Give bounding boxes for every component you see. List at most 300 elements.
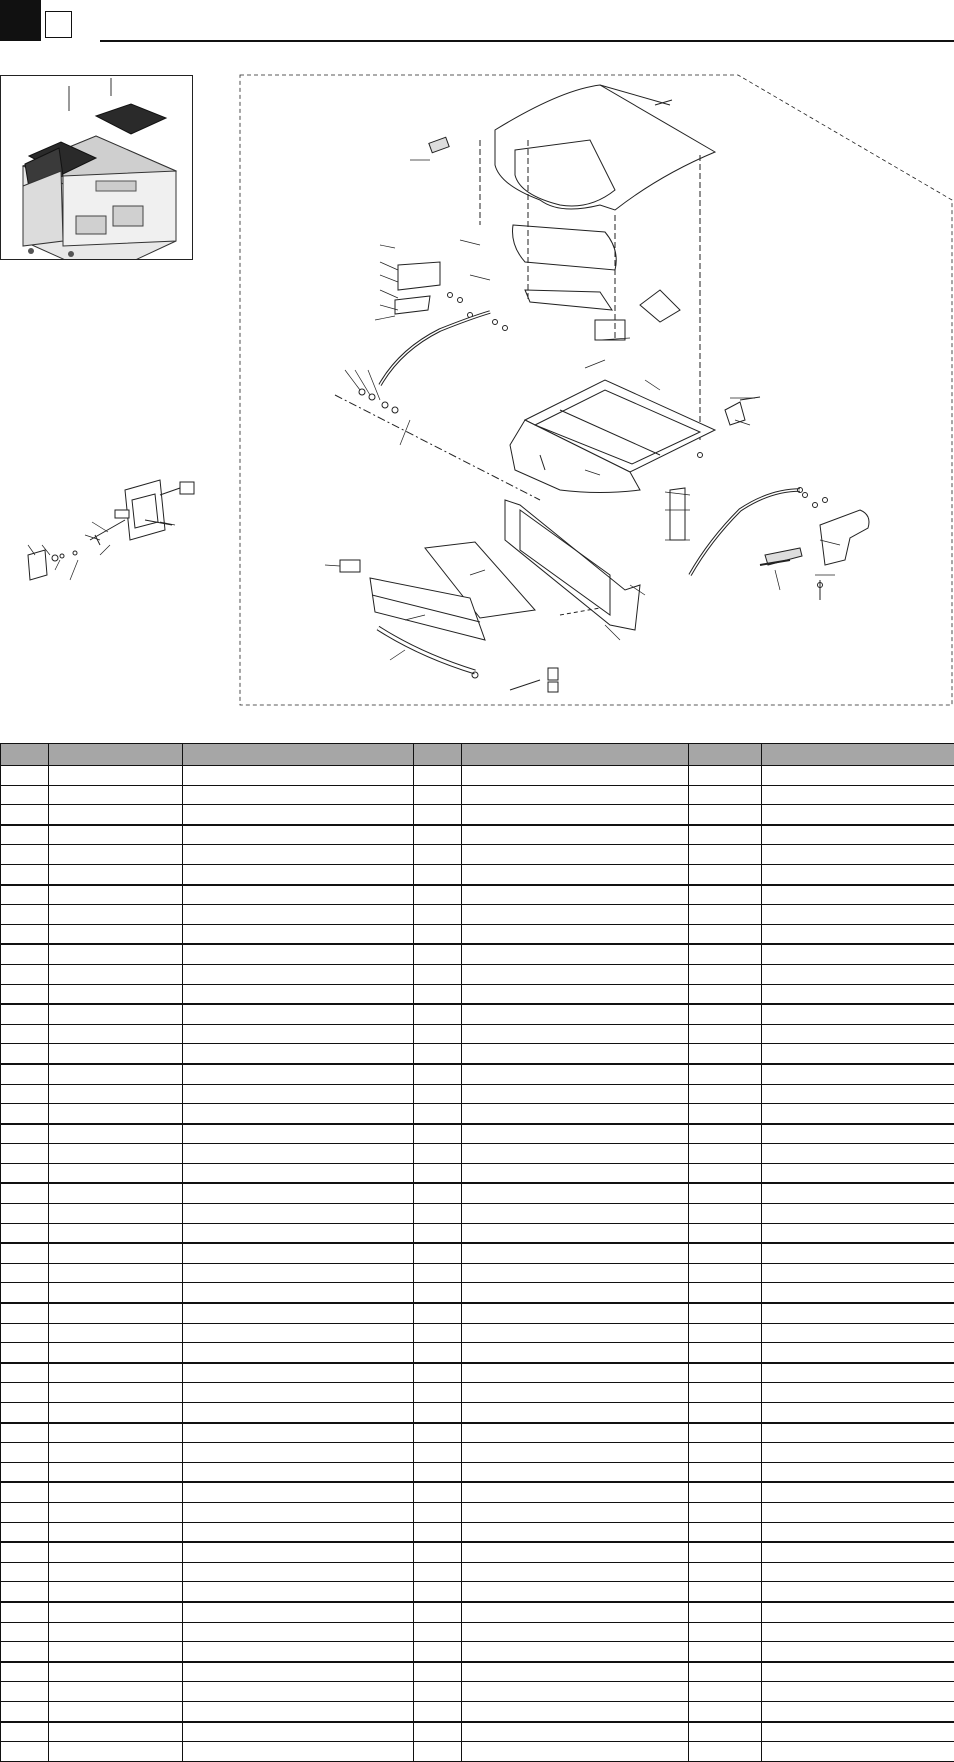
table-cell	[49, 1602, 183, 1622]
table-cell	[49, 1701, 183, 1721]
table-cell	[183, 1423, 414, 1443]
table-cell	[1, 1502, 49, 1522]
table-cell	[49, 1582, 183, 1602]
table-cell	[462, 1462, 689, 1482]
table-cell	[762, 1582, 954, 1602]
table-cell	[414, 785, 462, 805]
table-cell	[414, 984, 462, 1004]
table-cell	[1, 1004, 49, 1024]
table-cell	[762, 1144, 954, 1164]
table-row	[1, 1283, 954, 1303]
table-row	[1, 785, 954, 805]
table-cell	[183, 1542, 414, 1562]
table-cell	[1, 1243, 49, 1263]
table-cell	[49, 944, 183, 964]
table-cell	[462, 1004, 689, 1024]
table-cell	[49, 1343, 183, 1363]
table-cell	[49, 1004, 183, 1024]
table-cell	[462, 1423, 689, 1443]
table-cell	[689, 1602, 762, 1622]
table-cell	[762, 1722, 954, 1742]
table-row	[1, 1462, 954, 1482]
table-cell	[689, 1383, 762, 1403]
table-cell	[462, 1223, 689, 1243]
table-cell	[1, 1223, 49, 1243]
table-cell	[1, 1263, 49, 1283]
table-cell	[49, 1283, 183, 1303]
table-cell	[414, 1204, 462, 1224]
table-cell	[689, 1522, 762, 1542]
table-cell	[762, 1004, 954, 1024]
table-cell	[49, 885, 183, 905]
table-cell	[183, 1403, 414, 1423]
table-cell	[689, 1124, 762, 1144]
table-cell	[414, 1283, 462, 1303]
table-cell	[49, 1742, 183, 1762]
table-cell	[462, 1124, 689, 1144]
table-row	[1, 1343, 954, 1363]
table-cell	[462, 1682, 689, 1702]
table-cell	[49, 1662, 183, 1682]
table-row	[1, 1323, 954, 1343]
table-cell	[689, 984, 762, 1004]
table-row	[1, 1701, 954, 1721]
table-cell	[462, 1642, 689, 1662]
table-cell	[689, 885, 762, 905]
table-cell	[183, 1622, 414, 1642]
table-cell	[1, 1443, 49, 1463]
table-cell	[414, 825, 462, 845]
table-cell	[414, 1443, 462, 1463]
table-cell	[462, 1204, 689, 1224]
table-cell	[762, 805, 954, 825]
table-cell	[49, 1204, 183, 1224]
table-cell	[462, 785, 689, 805]
table-cell	[689, 1423, 762, 1443]
table-cell	[462, 885, 689, 905]
table-cell	[183, 1343, 414, 1363]
table-cell	[49, 1044, 183, 1064]
table-cell	[462, 864, 689, 884]
table-cell	[1, 1522, 49, 1542]
table-cell	[414, 1542, 462, 1562]
table-cell	[49, 1722, 183, 1742]
table-cell	[762, 1562, 954, 1582]
table-cell	[414, 1363, 462, 1383]
table-cell	[183, 1562, 414, 1582]
table-cell	[462, 1502, 689, 1522]
table-cell	[183, 1064, 414, 1084]
table-cell	[689, 1562, 762, 1582]
table-cell	[462, 1542, 689, 1562]
table-cell	[462, 1662, 689, 1682]
table-cell	[462, 1303, 689, 1323]
table-cell	[183, 885, 414, 905]
table-cell	[762, 1124, 954, 1144]
table-cell	[1, 1403, 49, 1423]
header-cell	[183, 744, 414, 766]
table-cell	[414, 1243, 462, 1263]
table-cell	[689, 905, 762, 925]
table-cell	[462, 1084, 689, 1104]
table-cell	[414, 845, 462, 865]
header-cell	[762, 744, 954, 766]
table-cell	[762, 905, 954, 925]
table-cell	[689, 1701, 762, 1721]
table-cell	[183, 1044, 414, 1064]
table-cell	[462, 1024, 689, 1044]
table-cell	[49, 1104, 183, 1124]
table-row	[1, 1582, 954, 1602]
table-cell	[414, 1004, 462, 1024]
header-rule	[100, 40, 954, 42]
front-panel-icon	[340, 500, 640, 692]
table-cell	[462, 1722, 689, 1742]
table-row	[1, 1542, 954, 1562]
table-cell	[1, 1662, 49, 1682]
table-cell	[183, 1482, 414, 1502]
table-cell	[183, 964, 414, 984]
table-row	[1, 1742, 954, 1762]
table-row	[1, 1084, 954, 1104]
table-cell	[462, 1283, 689, 1303]
table-cell	[762, 1443, 954, 1463]
table-cell	[183, 1701, 414, 1721]
table-cell	[1, 1722, 49, 1742]
table-cell	[1, 825, 49, 845]
table-cell	[414, 1144, 462, 1164]
header-cell	[462, 744, 689, 766]
table-cell	[462, 1144, 689, 1164]
table-cell	[762, 1323, 954, 1343]
table-cell	[689, 1144, 762, 1164]
table-cell	[689, 1742, 762, 1762]
table-cell	[762, 766, 954, 786]
table-cell	[414, 1642, 462, 1662]
table-cell	[49, 1363, 183, 1383]
table-cell	[49, 845, 183, 865]
table-row	[1, 1423, 954, 1443]
table-cell	[762, 1502, 954, 1522]
table-cell	[49, 924, 183, 944]
table-cell	[689, 1283, 762, 1303]
table-cell	[1, 1323, 49, 1343]
table-cell	[762, 1403, 954, 1423]
table-cell	[49, 1383, 183, 1403]
table-cell	[462, 905, 689, 925]
table-cell	[762, 1363, 954, 1383]
table-cell	[414, 964, 462, 984]
table-cell	[1, 1024, 49, 1044]
table-cell	[49, 1263, 183, 1283]
table-cell	[1, 924, 49, 944]
table-cell	[762, 1223, 954, 1243]
table-cell	[414, 1303, 462, 1323]
table-cell	[462, 1562, 689, 1582]
table-cell	[49, 964, 183, 984]
table-cell	[462, 1622, 689, 1642]
table-cell	[1, 885, 49, 905]
table-cell	[1, 1383, 49, 1403]
table-cell	[762, 1263, 954, 1283]
table-cell	[414, 1482, 462, 1502]
table-cell	[183, 944, 414, 964]
table-cell	[414, 1602, 462, 1622]
table-cell	[762, 785, 954, 805]
table-cell	[49, 1642, 183, 1662]
table-cell	[762, 864, 954, 884]
table-cell	[183, 1602, 414, 1622]
table-cell	[183, 1742, 414, 1762]
table-cell	[689, 1462, 762, 1482]
table-cell	[762, 845, 954, 865]
table-cell	[49, 1223, 183, 1243]
table-cell	[183, 864, 414, 884]
table-cell	[462, 1064, 689, 1084]
table-cell	[183, 1323, 414, 1343]
table-cell	[1, 1642, 49, 1662]
table-cell	[414, 1163, 462, 1183]
table-cell	[762, 1622, 954, 1642]
header-cell	[689, 744, 762, 766]
table-cell	[762, 1602, 954, 1622]
table-cell	[1, 1303, 49, 1323]
table-cell	[1, 984, 49, 1004]
table-row	[1, 825, 954, 845]
table-cell	[689, 1502, 762, 1522]
table-cell	[462, 1602, 689, 1622]
table-cell	[762, 1423, 954, 1443]
table-cell	[689, 825, 762, 845]
table-row	[1, 1502, 954, 1522]
table-cell	[762, 1204, 954, 1224]
table-cell	[462, 1243, 689, 1263]
table-cell	[762, 1243, 954, 1263]
table-cell	[414, 1403, 462, 1423]
table-cell	[1, 905, 49, 925]
table-cell	[49, 1403, 183, 1423]
table-cell	[462, 1403, 689, 1423]
table-cell	[762, 964, 954, 984]
table-cell	[689, 1642, 762, 1662]
table-row	[1, 924, 954, 944]
table-cell	[183, 1243, 414, 1263]
table-row	[1, 1722, 954, 1742]
table-cell	[49, 1144, 183, 1164]
table-cell	[183, 1443, 414, 1463]
table-cell	[689, 805, 762, 825]
table-row	[1, 1124, 954, 1144]
table-cell	[49, 1482, 183, 1502]
header-cell	[1, 744, 49, 766]
top-cover-icon	[495, 85, 715, 210]
table-cell	[1, 1124, 49, 1144]
table-row	[1, 1482, 954, 1502]
parts-list-table	[0, 743, 954, 1762]
table-cell	[762, 1462, 954, 1482]
table-cell	[183, 924, 414, 944]
table-cell	[183, 1263, 414, 1283]
table-cell	[462, 1363, 689, 1383]
table-cell	[414, 1622, 462, 1642]
table-row	[1, 1522, 954, 1542]
table-cell	[689, 944, 762, 964]
table-cell	[689, 785, 762, 805]
table-cell	[689, 1482, 762, 1502]
table-cell	[762, 1163, 954, 1183]
table-cell	[49, 1124, 183, 1144]
table-row	[1, 1204, 954, 1224]
table-cell	[183, 1303, 414, 1323]
table-cell	[462, 825, 689, 845]
table-cell	[183, 1163, 414, 1183]
table-cell	[414, 1562, 462, 1582]
table-cell	[183, 1363, 414, 1383]
table-cell	[689, 1024, 762, 1044]
table-row	[1, 1443, 954, 1463]
table-cell	[462, 766, 689, 786]
table-cell	[183, 1662, 414, 1682]
table-cell	[183, 1084, 414, 1104]
table-cell	[689, 1682, 762, 1702]
table-row	[1, 1662, 954, 1682]
table-cell	[49, 1562, 183, 1582]
table-row	[1, 1223, 954, 1243]
table-cell	[183, 785, 414, 805]
table-cell	[183, 766, 414, 786]
table-row	[1, 845, 954, 865]
table-cell	[183, 1522, 414, 1542]
table-cell	[462, 1343, 689, 1363]
parts-table-body	[1, 766, 954, 1762]
table-cell	[762, 885, 954, 905]
table-row	[1, 766, 954, 786]
table-row	[1, 905, 954, 925]
table-cell	[762, 944, 954, 964]
table-cell	[1, 1701, 49, 1721]
table-cell	[462, 1522, 689, 1542]
table-row	[1, 1682, 954, 1702]
table-cell	[762, 1064, 954, 1084]
table-cell	[1, 1343, 49, 1363]
table-row	[1, 1363, 954, 1383]
table-cell	[462, 805, 689, 825]
table-cell	[462, 984, 689, 1004]
table-cell	[183, 845, 414, 865]
table-cell	[689, 924, 762, 944]
table-row	[1, 1183, 954, 1203]
table-cell	[462, 964, 689, 984]
table-cell	[1, 1682, 49, 1702]
table-cell	[414, 1223, 462, 1243]
table-row	[1, 1303, 954, 1323]
table-cell	[49, 1064, 183, 1084]
table-cell	[1, 805, 49, 825]
table-cell	[462, 1383, 689, 1403]
table-cell	[462, 845, 689, 865]
table-row	[1, 1104, 954, 1124]
table-cell	[689, 1044, 762, 1064]
table-cell	[49, 1443, 183, 1463]
table-cell	[689, 1443, 762, 1463]
table-cell	[689, 1004, 762, 1024]
table-cell	[762, 1283, 954, 1303]
table-cell	[762, 1084, 954, 1104]
table-cell	[414, 1682, 462, 1702]
table-cell	[689, 1303, 762, 1323]
table-row	[1, 944, 954, 964]
section-badge-filled	[0, 0, 41, 41]
table-cell	[689, 1363, 762, 1383]
table-cell	[183, 1283, 414, 1303]
table-cell	[762, 1044, 954, 1064]
table-row	[1, 1144, 954, 1164]
table-cell	[1, 1163, 49, 1183]
table-cell	[1, 864, 49, 884]
table-row	[1, 1004, 954, 1024]
table-cell	[462, 1104, 689, 1124]
table-cell	[414, 1722, 462, 1742]
table-cell	[1, 1542, 49, 1562]
table-row	[1, 1163, 954, 1183]
table-cell	[49, 905, 183, 925]
window-frame-icon	[510, 380, 715, 493]
table-cell	[762, 1303, 954, 1323]
table-cell	[414, 1044, 462, 1064]
table-cell	[1, 944, 49, 964]
table-row	[1, 864, 954, 884]
table-cell	[462, 1443, 689, 1463]
table-cell	[49, 785, 183, 805]
table-cell	[462, 1263, 689, 1283]
table-cell	[183, 1124, 414, 1144]
table-cell	[689, 1183, 762, 1203]
table-row	[1, 1044, 954, 1064]
table-cell	[689, 1542, 762, 1562]
table-cell	[414, 1383, 462, 1403]
table-cell	[414, 1423, 462, 1443]
table-cell	[462, 1701, 689, 1721]
table-cell	[414, 864, 462, 884]
table-cell	[49, 1024, 183, 1044]
table-cell	[414, 1024, 462, 1044]
table-cell	[49, 1323, 183, 1343]
table-cell	[414, 1462, 462, 1482]
table-cell	[1, 1462, 49, 1482]
table-cell	[762, 1701, 954, 1721]
table-cell	[762, 1662, 954, 1682]
table-cell	[762, 1183, 954, 1203]
table-cell	[183, 1462, 414, 1482]
table-cell	[183, 1502, 414, 1522]
table-cell	[414, 885, 462, 905]
table-cell	[49, 1622, 183, 1642]
table-cell	[414, 1662, 462, 1682]
table-cell	[689, 864, 762, 884]
table-cell	[183, 1223, 414, 1243]
table-cell	[762, 825, 954, 845]
table-cell	[183, 1104, 414, 1124]
table-cell	[49, 1303, 183, 1323]
table-cell	[762, 1522, 954, 1542]
table-cell	[183, 984, 414, 1004]
table-cell	[1, 1622, 49, 1642]
table-cell	[49, 1183, 183, 1203]
table-row	[1, 885, 954, 905]
table-cell	[762, 1104, 954, 1124]
table-cell	[462, 944, 689, 964]
table-cell	[462, 1742, 689, 1762]
